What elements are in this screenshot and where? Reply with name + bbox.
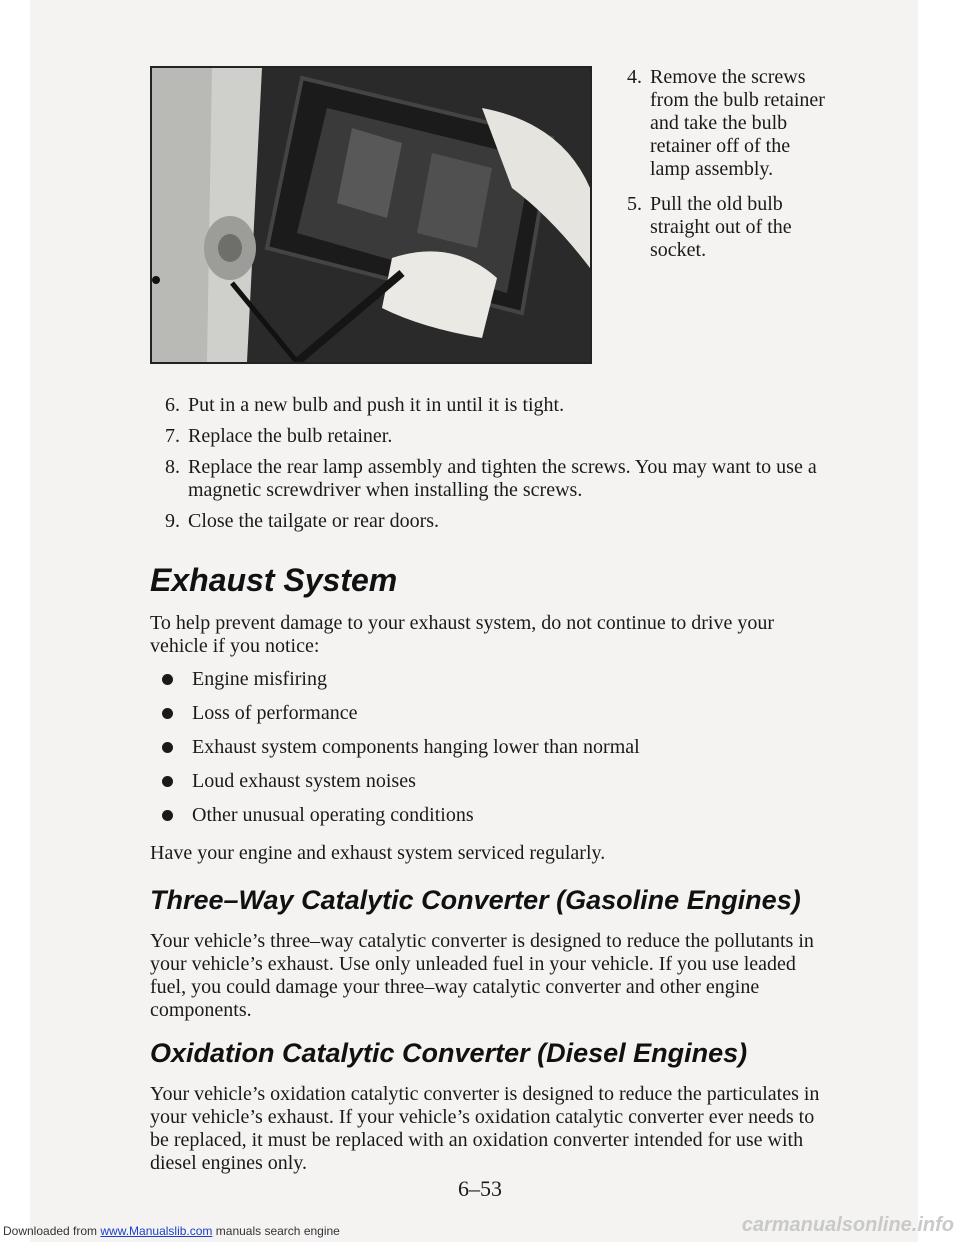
step-number: 7. [165,425,180,447]
step-text: Replace the bulb retainer. [188,425,393,447]
list-item [162,736,822,770]
list-item-text: Loud exhaust system noises [192,770,416,792]
exhaust-warning-list [162,668,822,838]
step-number: 9. [165,510,180,532]
footer-note [3,1224,340,1238]
step-number: 8. [165,456,180,478]
oxidation-converter-heading: Oxidation Catalytic Converter (Diesel Engines) [150,1038,748,1068]
three-way-converter-text: Your vehicle’s three–way catalytic converter is designed to reduce the pollutants in your vehicle’s exhaust. Use only unleaded fuel in your vehicle. If you use leaded fuel, you could damage your three–way catalytic converter and other engine components. [150,930,814,1021]
step-text: Put in a new bulb and push it in until it is tight. [188,394,565,416]
step-7 [150,425,830,448]
watermark: carmanualsonline.info [741,1214,954,1236]
step-6 [150,394,830,417]
list-item-text: Loss of performance [192,702,358,724]
list-item [162,702,822,736]
bullet-icon [162,810,173,821]
step-9 [150,510,830,533]
list-item-text: Other unusual operating conditions [192,804,474,826]
step-number: 5. [627,193,642,215]
steps-top [612,66,832,274]
download-footer [0,1214,960,1242]
step-text: Pull the old bulb straight out of the socket. [650,193,792,261]
list-item-text: Exhaust system components hanging lower than normal [192,736,640,758]
bullet-icon [162,742,173,753]
list-item [162,804,822,838]
step-text: Close the tailgate or rear doors. [188,510,440,532]
step-number: 6. [165,394,180,416]
exhaust-system-heading: Exhaust System [150,562,398,598]
bullet-icon [162,776,173,787]
three-way-converter-heading: Three–Way Catalytic Converter (Gasoline Engines) [150,885,801,915]
steps-lower [150,394,830,541]
manualslib-link[interactable]: www.Manualslib.com [100,1224,213,1238]
exhaust-intro: To help prevent damage to your exhaust system, do not continue to drive your vehicle if you notice: [150,612,775,657]
exhaust-closing: Have your engine and exhaust system serviced regularly. [150,842,606,864]
step-number: 4. [627,66,642,88]
footer-prefix: Downloaded from [3,1224,101,1238]
step-5 [612,193,832,262]
photo-illustration [152,68,590,362]
step-text: Replace the rear lamp assembly and tighten the screws. You may want to use a magnetic screwdriver when installing the screws. [188,456,817,501]
bullet-icon [162,674,173,685]
list-item-text: Engine misfiring [192,668,327,690]
oxidation-converter-text: Your vehicle’s oxidation catalytic converter is designed to reduce the particulates in your vehicle’s exhaust. If your vehicle’s oxidation catalytic converter ever needs to be replaced, it must be replaced with an oxidation converter intended for use with diesel engines only. [150,1083,820,1174]
list-item [162,770,822,804]
step-8 [150,456,830,502]
footer-suffix: manuals search engine [212,1224,340,1238]
page-number: 6–53 [458,1176,502,1201]
step-4 [612,66,832,181]
list-item [162,668,822,702]
bullet-icon [162,708,173,719]
step-text: Remove the screws from the bulb retainer and take the bulb retainer off of the lamp assembly. [650,66,825,180]
tail-lamp-photo [150,66,592,364]
